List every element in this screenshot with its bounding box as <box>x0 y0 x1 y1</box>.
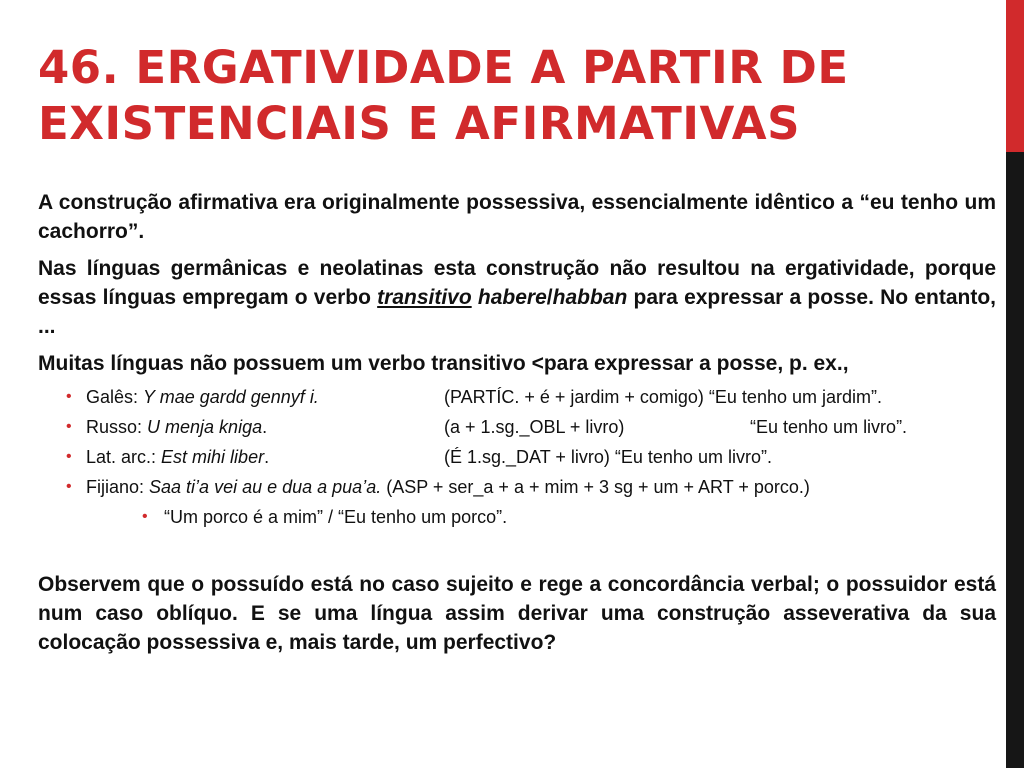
list-item-russian <box>38 412 996 442</box>
example-sentence: Y mae gardd gennyf i. <box>143 387 319 407</box>
term-transitivo: transitivo <box>377 286 472 309</box>
bullet-icon: • <box>66 448 72 465</box>
language-name: Russo: <box>86 417 148 437</box>
example-list <box>38 382 996 502</box>
bullet-icon: • <box>66 388 72 405</box>
translation: “Eu tenho um livro”. <box>750 417 908 437</box>
gloss: (a + 1.sg._OBL + livro) <box>444 417 625 437</box>
list-item-fijian <box>38 472 996 502</box>
bullet-icon: • <box>66 478 72 495</box>
term-habere: habere <box>477 286 547 309</box>
translation: “Um porco é a mim” / “Eu tenho um porco”. <box>164 507 508 527</box>
example-cell <box>86 412 444 442</box>
language-name: Fijiano: <box>86 477 150 497</box>
list-item-latin <box>38 442 996 472</box>
language-name: Lat. arc.: <box>86 447 162 467</box>
example-sentence: U menja kniga <box>147 417 263 437</box>
list-item-welsh <box>38 382 996 412</box>
side-accent-bar-bottom <box>1006 152 1024 768</box>
gloss: (PARTÍC. + é + jardim + comigo) <box>444 387 709 407</box>
translation: “Eu tenho um livro”. <box>609 447 772 467</box>
slide-title: 46. ERGATIVIDADE A PARTIR DE EXISTENCIAIS E AFIRMATIVAS <box>38 41 849 150</box>
paragraph-possessive-origin: A construção afirmativa era originalmente possessiva, essencialmente idêntico a “eu tenho um cachorro”. <box>38 191 996 243</box>
language-name: Galês: <box>86 387 144 407</box>
paragraph-text: Nas línguas germânicas e neolatinas esta construção não resultou na ergatividade, porque essas línguas empregam o verbo <box>38 257 996 309</box>
paragraph-germanic-romance <box>38 254 996 341</box>
gloss: (ASP + ser_a + a + mim + 3 sg + um + ART + porco.) <box>381 477 810 497</box>
example-sentence: Saa ti’a vei au e dua a pua’a. <box>149 477 382 497</box>
example-cell <box>86 442 444 472</box>
paragraph-many-languages: Muitas línguas não possuem um verbo transitivo <para expressar a posse, p. ex., <box>38 352 849 375</box>
side-accent-bar-top <box>1006 0 1024 152</box>
example-period: . <box>264 447 270 467</box>
translation: “Eu tenho um jardim”. <box>708 387 882 407</box>
gloss: (É 1.sg._DAT + livro) <box>444 447 610 467</box>
example-period: . <box>262 417 268 437</box>
term-habban: habban <box>552 286 628 309</box>
slide-body <box>38 188 996 665</box>
example-sentence: Est mihi liber <box>161 447 265 467</box>
paragraph-conclusion: Observem que o possuído está no caso sujeito e rege a concordância verbal; o possuidor está num caso oblíquo. E se uma língua assim derivar uma construção asseverativa da sua colocação possessiva e, mais tarde, um perfectivo? <box>38 573 996 654</box>
bullet-icon: • <box>66 418 72 435</box>
slash: / <box>546 286 553 309</box>
sub-list-item-translation <box>38 502 996 532</box>
paragraph-text: para expressar a posse. No entanto, ... <box>38 286 996 338</box>
bullet-icon: • <box>142 508 148 525</box>
example-cell <box>86 382 444 412</box>
